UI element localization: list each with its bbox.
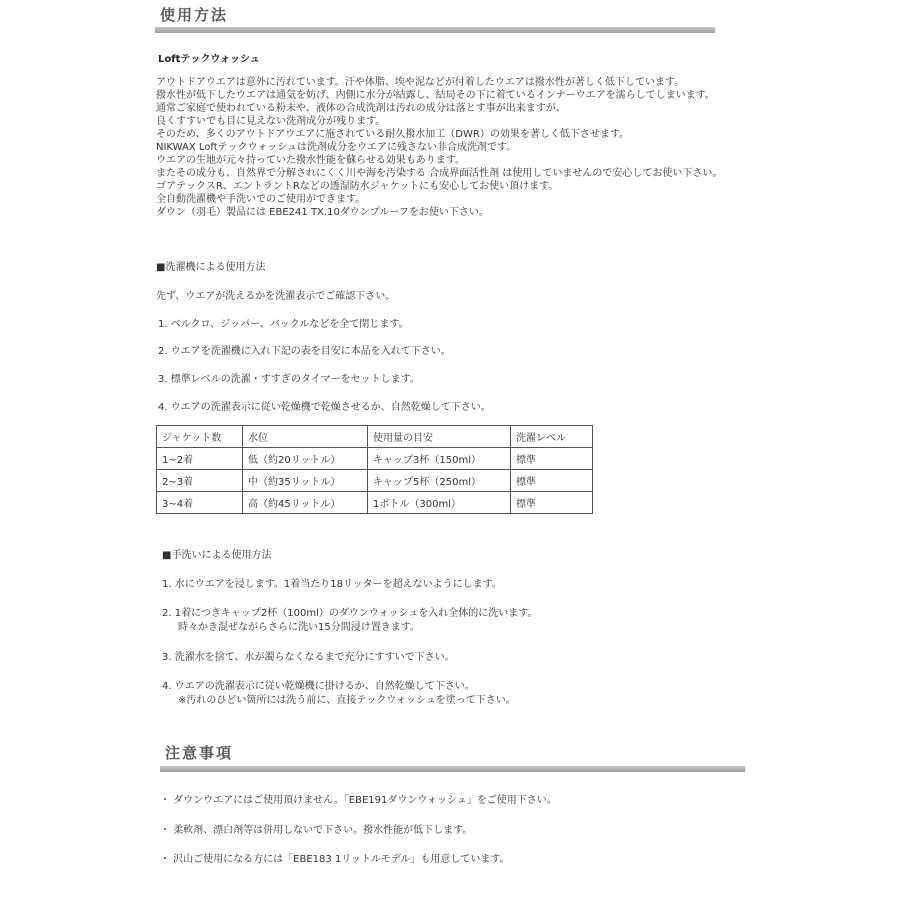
hand-step: 3. 洗濯水を捨て、水が濁らなくなるまで充分にすすいで下さい。 bbox=[162, 652, 455, 663]
machine-heading: ■洗濯機による使用方法 bbox=[156, 262, 266, 273]
table-header-cell: 使用量の目安 bbox=[368, 426, 511, 448]
notes-section-title: 注意事項 bbox=[165, 744, 234, 762]
dosage-table bbox=[156, 425, 593, 514]
intro-paragraph bbox=[156, 76, 722, 219]
notes-title-bar bbox=[160, 766, 745, 772]
note-item: ・ 柔軟剤、漂白剤等は併用しないで下さい。撥水性能が低下します。 bbox=[160, 825, 473, 836]
intro-line: ダウン（羽毛）製品には EBE241 TX.10ダウンプルーフをお使い下さい。 bbox=[156, 207, 489, 218]
table-cell: 低（約20リットル） bbox=[243, 448, 368, 470]
intro-line: ゴアテックスR、エントラントRなどの透湿防水ジャケットにも安心してお使い頂けます。 bbox=[156, 181, 559, 192]
intro-line: ウエアの生地が元々持っていた撥水性能を蘇らせる効果もあります。 bbox=[156, 155, 465, 166]
table-cell: 標準 bbox=[511, 448, 593, 470]
machine-step: 2. ウエアを洗濯機に入れ下記の表を目安に本品を入れて下さい。 bbox=[158, 346, 451, 357]
intro-line: 通常ご家庭で使われている粉末や、液体の合成洗剤は汚れの成分は落とす事が出来ますが、 bbox=[156, 103, 566, 114]
table-cell: 高（約45リットル） bbox=[243, 492, 368, 514]
hand-step: 2. 1着につきキャップ2杯（100ml）のダウンウォッシュを入れ全体的に洗います。 bbox=[162, 608, 538, 619]
intro-line: 良くすすいでも目に見えない洗剤成分が残ります。 bbox=[156, 116, 386, 127]
table-cell: 中（約35リットル） bbox=[243, 470, 368, 492]
hand-step-continuation: 時々かき混ぜながらさらに洗い15分間浸け置きます。 bbox=[178, 622, 420, 633]
table-row bbox=[157, 470, 593, 492]
machine-step: 4. ウエアの洗濯表示に従い乾燥機で乾燥させるか、自然乾燥して下さい。 bbox=[158, 402, 491, 413]
usage-section-title: 使用方法 bbox=[160, 6, 229, 24]
usage-title-bar bbox=[155, 27, 715, 33]
intro-line: またその成分も、自然界で分解されにくく川や海を汚染する 合成界面活性剤 は使用していませんので安心してお使い下さい。 bbox=[156, 168, 723, 179]
intro-line: NIKWAX Loftテックウォッシュは洗剤成分をウエアに残さない非合成洗剤です。 bbox=[156, 142, 517, 153]
machine-step: 3. 標準レベルの洗濯・すすぎのタイマーをセットします。 bbox=[158, 374, 420, 385]
table-row bbox=[157, 448, 593, 470]
table-cell: 標準 bbox=[511, 470, 593, 492]
note-item: ・ 沢山ご使用になる方には「EBE183 1リットルモデル」も用意しています。 bbox=[160, 854, 510, 865]
table-header-cell: ジャケット数 bbox=[157, 426, 243, 448]
table-cell: 1~2着 bbox=[157, 448, 243, 470]
table-cell: 3~4着 bbox=[157, 492, 243, 514]
intro-line: そのため、多くのアウトドアウエアに施されている耐久撥水加工（DWR）の効果を著しく低下させます。 bbox=[156, 129, 630, 140]
table-header-cell: 水位 bbox=[243, 426, 368, 448]
table-cell: キャップ5杯（250ml） bbox=[368, 470, 511, 492]
table-cell: 1ボトル（300ml） bbox=[368, 492, 511, 514]
intro-line: 撥水性が低下したウエアは通気を妨げ、内側に水分が結露し、結局その下に着ているインナーウエアを濡らしてしまいます。 bbox=[156, 90, 715, 101]
table-header-cell: 洗濯レベル bbox=[511, 426, 593, 448]
note-item: ・ ダウンウエアにはご使用頂けません。「EBE191ダウンウォッシュ」をご使用下さい。 bbox=[160, 795, 557, 806]
hand-step: 4. ウエアの洗濯表示に従い乾燥機に掛けるか、自然乾燥して下さい。 bbox=[162, 681, 475, 692]
table-row bbox=[157, 492, 593, 514]
intro-line: アウトドアウエアは意外に汚れています。汗や体脂、埃や泥などが付着したウエアは撥水性が著しく低下しています。 bbox=[156, 77, 685, 88]
hand-step: 1. 水にウエアを浸します。1着当たり18リッターを超えないようにします。 bbox=[162, 579, 502, 590]
intro-line: 全自動洗濯機や手洗いでのご使用ができます。 bbox=[156, 194, 366, 205]
machine-pre-note: 先ず、ウエアが洗えるかを洗濯表示でご確認下さい。 bbox=[156, 291, 396, 302]
hand-step-continuation: ※汚れのひどい箇所には洗う前に、直接テックウォッシュを塗って下さい。 bbox=[178, 695, 516, 706]
machine-step: 1. ベルクロ、ジッパー、バックルなどを全て閉じます。 bbox=[158, 319, 409, 330]
table-header-row bbox=[157, 426, 593, 448]
product-name: Loftテックウォッシュ bbox=[158, 54, 260, 65]
table-cell: 標準 bbox=[511, 492, 593, 514]
table-cell: 2~3着 bbox=[157, 470, 243, 492]
hand-heading: ■手洗いによる使用方法 bbox=[162, 550, 272, 561]
table-cell: キャップ3杯（150ml） bbox=[368, 448, 511, 470]
